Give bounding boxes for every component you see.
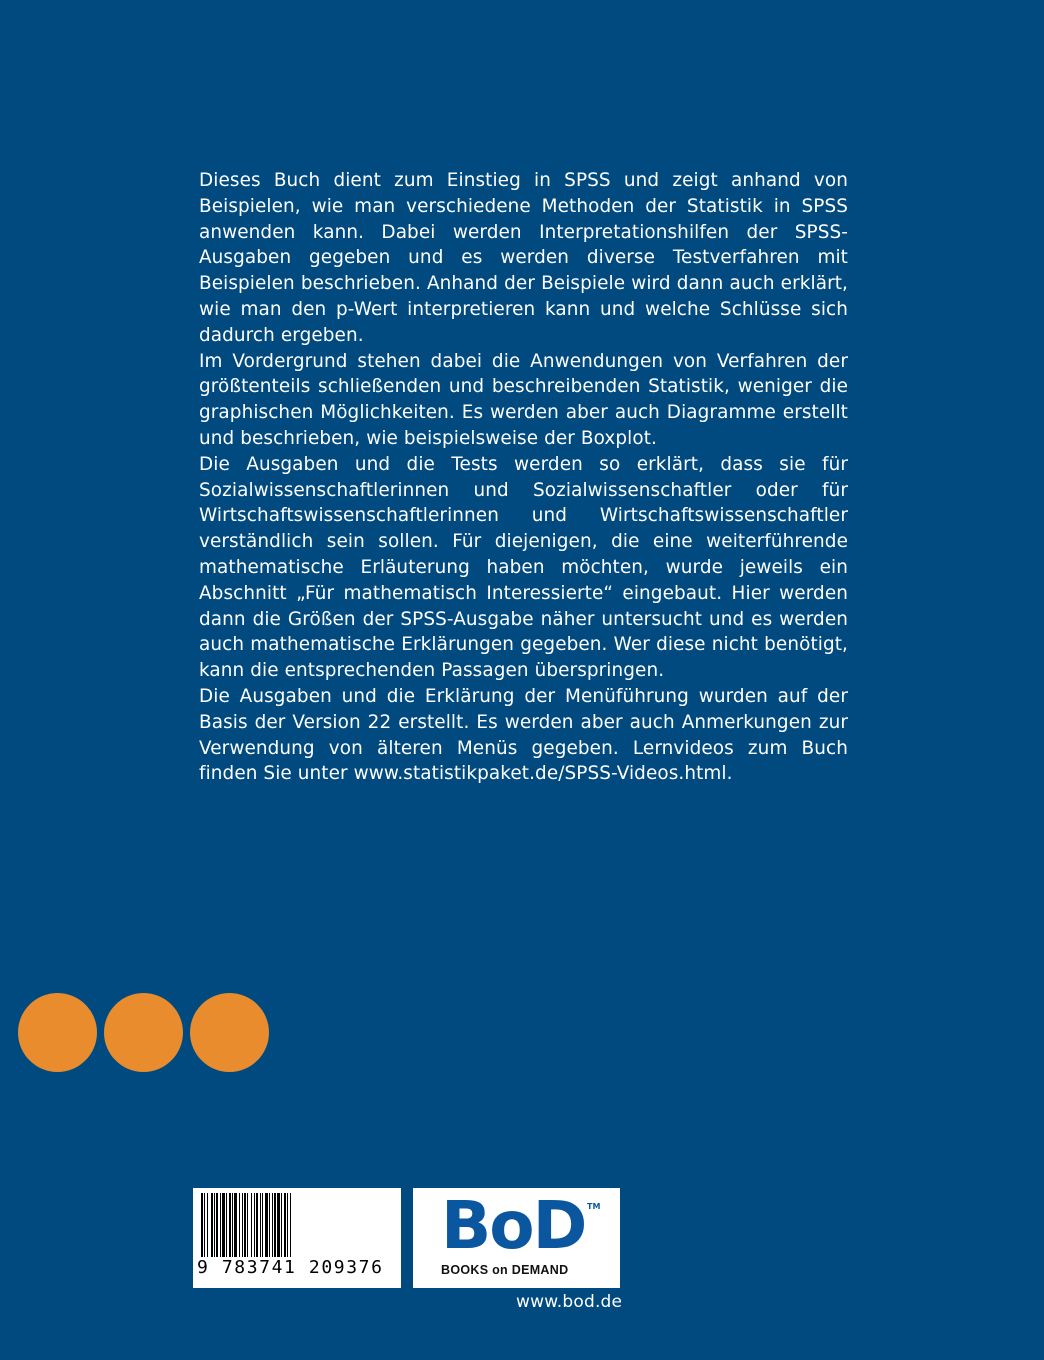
barcode-bar [244, 1193, 246, 1257]
barcode-bar [229, 1193, 231, 1257]
barcode-bar [226, 1193, 227, 1257]
barcode-bar [201, 1193, 203, 1257]
bod-logo-text: BoD [441, 1187, 586, 1264]
orange-dot [190, 993, 269, 1072]
trademark-mark: TM [587, 1202, 601, 1211]
blurb-paragraph-2: Im Vordergrund stehen dabei die Anwendungen von Verfahren der größtenteils schließenden und beschreibenden Statistik, weniger die graphischen Möglichkeiten. Es werden aber auch Diagramme erstellt und beschrieben, wie beispielsweise der Boxplot. [199, 350, 848, 449]
isbn-number: 9 783741 209376 [197, 1257, 384, 1278]
blurb-paragraph-1: Dieses Buch dient zum Einstieg in SPSS und zeigt anhand von Beispielen, wie man verschiedene Methoden der Statistik in SPSS anwenden kann. Dabei werden Interpretationshilfen der SPSS-Ausgaben gegeben und es werden diverse Testverfahren mit Beispielen beschrieben. Anhand der Beispiele wird dann auch erklärt, wie man den p-Wert interpretieren kann und welche Schlüsse sich dadurch ergeben. [199, 170, 848, 346]
decorative-dots [18, 993, 270, 1072]
barcode-bar [207, 1193, 208, 1257]
blurb-paragraph-3: Die Ausgaben und die Tests werden so erklärt, dass sie für Sozialwissenschaftlerinnen und Sozialwissenschaftler oder für Wirtschaftswissenschaftlerinnen und Wirtschaftswissenschaftler verständlich sein sollen. Für diejenigen, die eine weiterführende mathematische Erläuterung haben möchten, wurde jeweils ein Abschnitt „Für mathematisch Interessierte“ eingebaut. Hier werden dann die Größen der SPSS-Ausgabe näher untersucht und es werden auch mathematische Erklärungen gegeben. Wer diese nicht benötigt, kann die entsprechenden Passagen überspringen. [199, 453, 848, 682]
barcode-bar [287, 1193, 288, 1257]
orange-dot [18, 993, 97, 1072]
barcode-bar [284, 1193, 286, 1257]
barcode-bar [272, 1193, 273, 1257]
barcode-bar [232, 1193, 233, 1257]
barcode-bar [251, 1193, 252, 1257]
barcode-bar [290, 1193, 291, 1257]
barcode-bar [220, 1193, 221, 1257]
publisher-logo [413, 1188, 620, 1288]
barcode-bar [262, 1193, 263, 1257]
barcode-bar [222, 1193, 225, 1257]
orange-dot [104, 993, 183, 1072]
barcode-bar [256, 1193, 258, 1257]
publisher-url: www.bod.de [516, 1292, 623, 1312]
barcode-bar [274, 1193, 276, 1257]
barcode-bar [211, 1193, 213, 1257]
barcode-bar [277, 1193, 280, 1257]
barcode-bar [239, 1193, 240, 1257]
back-cover-blurb [199, 168, 848, 787]
barcode-bars [199, 1193, 395, 1257]
barcode-bar [254, 1193, 255, 1257]
barcode-bar [214, 1193, 215, 1257]
barcode-bar [234, 1193, 237, 1257]
isbn-barcode [193, 1188, 401, 1288]
barcode-bar [204, 1193, 205, 1257]
barcode-bar [242, 1193, 243, 1257]
blurb-paragraph-4: Die Ausgaben und die Erklärung der Menüführung wurden auf der Basis der Version 22 erstellt. Es werden aber auch Anmerkungen zur Verwendung von älteren Menüs gegeben. Lernvideos zum Buch finden Sie unter www.statistikpaket.de/SPSS-Videos.html. [199, 685, 848, 785]
publisher-tagline: BOOKS on DEMAND [441, 1263, 569, 1277]
barcode-bar [269, 1193, 270, 1257]
barcode-bar [247, 1193, 248, 1257]
barcode-bar [260, 1193, 261, 1257]
barcode-bar [216, 1193, 218, 1257]
barcode-bar [265, 1193, 268, 1257]
barcode-bar [281, 1193, 282, 1257]
